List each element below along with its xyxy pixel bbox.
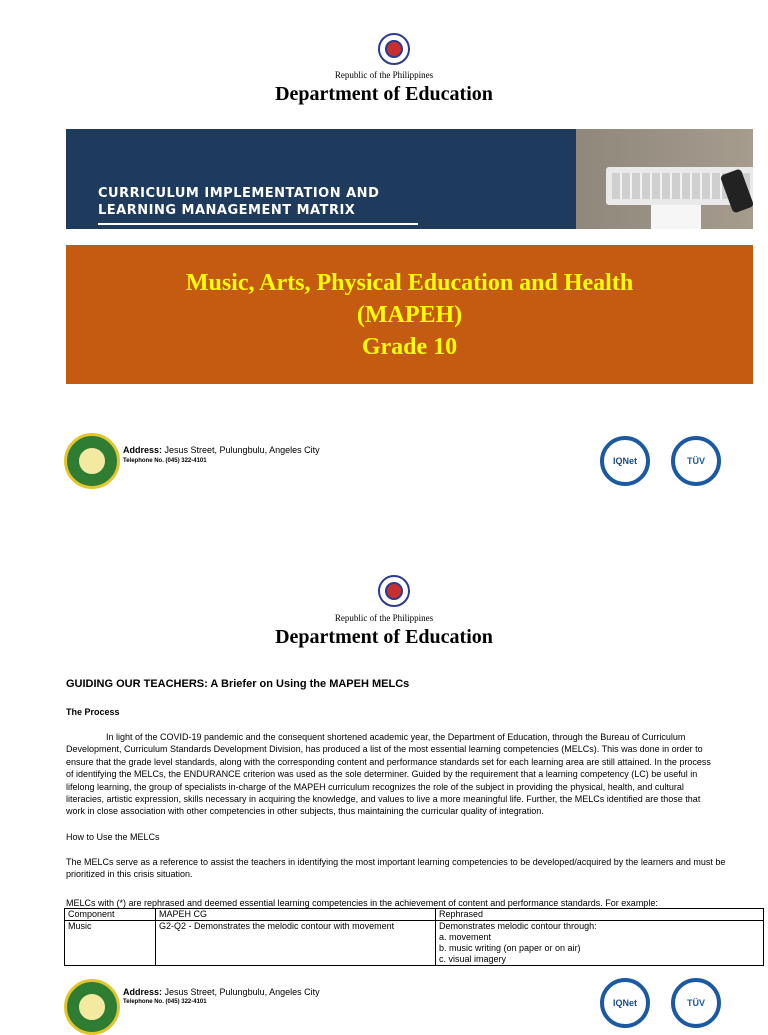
table-cell-cg: G2-Q2 - Demonstrates the melodic contour with movement xyxy=(156,921,436,966)
rephrased-line: c. visual imagery xyxy=(439,954,507,964)
process-heading: The Process xyxy=(66,707,120,717)
deped-seal-icon xyxy=(378,575,410,607)
banner-title xyxy=(98,185,379,219)
howto-heading: How to Use the MELCs xyxy=(66,832,160,842)
table-header-cell: MAPEH CG xyxy=(156,909,436,921)
subject-line-3: Grade 10 xyxy=(361,334,458,360)
address-value: Jesus Street, Pulungbulu, Angeles City xyxy=(162,987,320,997)
iqnet-cert-icon: IQNet xyxy=(600,978,650,1028)
banner-line-1: CURRICULUM IMPLEMENTATION AND xyxy=(98,186,380,201)
table-cell-component: Music xyxy=(65,921,156,966)
table-header-cell: Rephrased xyxy=(436,909,764,921)
subject-line-1: Music, Arts, Physical Education and Health xyxy=(185,270,634,296)
tuv-cert-icon: TÜV xyxy=(671,978,721,1028)
rephrased-line: a. movement xyxy=(439,932,492,942)
republic-label-2: Republic of the Philippines xyxy=(334,613,434,623)
rephrased-line: Demonstrates melodic contour through: xyxy=(439,921,597,931)
address-line xyxy=(123,445,320,455)
telephone-line: Telephone No. (045) 322-4101 xyxy=(123,458,207,464)
melc-example-table xyxy=(64,908,764,966)
table-cell-rephrased xyxy=(436,921,764,966)
address-line-2 xyxy=(123,987,320,997)
republic-label: Republic of the Philippines xyxy=(334,70,434,80)
address-value: Jesus Street, Pulungbulu, Angeles City xyxy=(162,445,320,455)
tuv-cert-icon: TÜV xyxy=(671,436,721,486)
iqnet-cert-icon: IQNet xyxy=(600,436,650,486)
deped-seal-icon xyxy=(378,33,410,65)
rephrased-line: b. music writing (on paper or on air) xyxy=(439,943,581,953)
school-logo-icon xyxy=(64,433,120,489)
department-title: Department of Education xyxy=(275,83,493,105)
table-row xyxy=(65,921,764,966)
banner-line-2: LEARNING MANAGEMENT MATRIX xyxy=(98,203,356,218)
briefer-heading: GUIDING OUR TEACHERS: A Briefer on Using the MAPEH MELCs xyxy=(66,678,410,690)
table-header-row xyxy=(65,909,764,921)
cilmm-banner xyxy=(66,129,753,229)
banner-underline xyxy=(98,223,418,225)
process-body: In light of the COVID-19 pandemic and the consequent shortened academic year, the Department of Education, through the Bureau of Curriculum Development, Curriculum Standards Development Division, has produced a list of the most essential learning competencies (MELCs). This was done in order to ensure that the grade level standards, along with the corresponding content and performance standards set for each learning area are still attained. In the process of identifying the MELCs, the ENDURANCE criterion was used as the sole determiner. Guided by the requirement that a learning competency (LC) be useful in lifelong learning, the group of specialists in-charge of the MAPEH curriculum recognizes the role of the subject in providing the physical, health, and cultural literacies, artistic expression, skills necessary in acquiring the knowledge, and values to live a more meaningful life. Further, the MELCs identified are those that work in close association with other competencies in other subjects, thus maintaining the curricular quality of integration. xyxy=(66,732,711,817)
department-title-2: Department of Education xyxy=(275,626,493,648)
telephone-line-2: Telephone No. (045) 322-4101 xyxy=(123,999,207,1005)
table-header-cell: Component xyxy=(65,909,156,921)
subject-box xyxy=(66,245,753,384)
school-logo-icon xyxy=(64,979,120,1035)
notepad-icon xyxy=(651,205,701,229)
address-label: Address: xyxy=(123,987,163,997)
melcs-intro: MELCs with (*) are rephrased and deemed essential learning competencies in the achievement of content and performance standards. For example: xyxy=(66,898,658,908)
howto-body: The MELCs serve as a reference to assist the teachers in identifying the most important learning competencies to be developed/acquired by the learners and must be prioritized in this crisis situation. xyxy=(66,857,726,880)
subject-line-2: (MAPEH) xyxy=(356,302,463,328)
address-label: Address: xyxy=(123,445,163,455)
